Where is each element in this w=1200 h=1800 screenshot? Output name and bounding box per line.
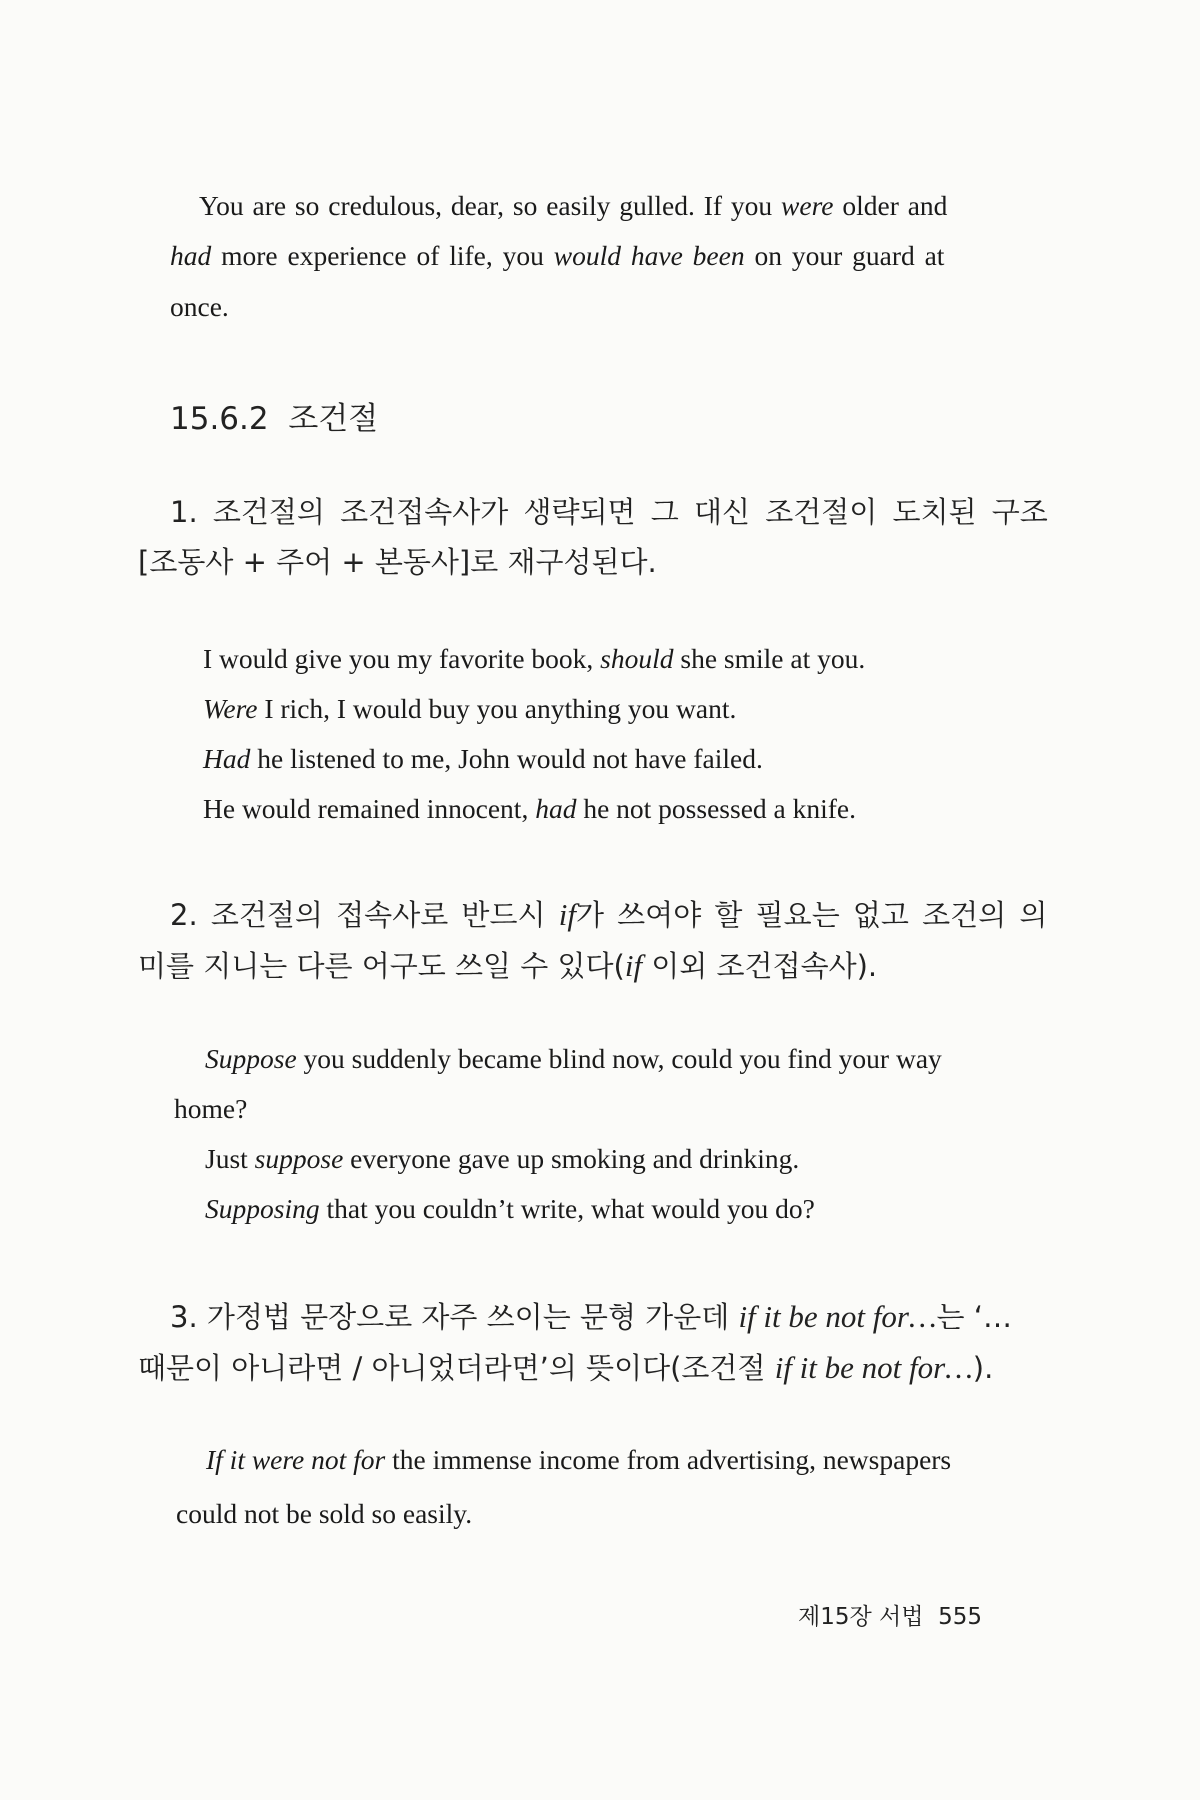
- rule1-example-2: Were I rich, I would buy you anything you want.: [203, 693, 737, 724]
- rule1-line-1: 1. 조건절의 조건접속사가 생략되면 그 대신 조건절이 도치된 구조: [170, 495, 1048, 529]
- rule3-line-1: 3. 가정법 문장으로 자주 쓰이는 문형 가운데 if it be not for…는 ‘…: [170, 1299, 1012, 1334]
- rule3-example-1-cont: could not be sold so easily.: [176, 1498, 473, 1529]
- rule2-line-2: 미를 지니는 다른 어구도 쓰일 수 있다(if 이외 조건접속사).: [138, 948, 878, 983]
- rule1-example-3: Had he listened to me, John would not have failed.: [203, 743, 763, 774]
- chapter-label: 제15장 서법: [798, 1604, 924, 1630]
- page-footer: [798, 1598, 982, 1631]
- section-number: 15.6.2: [170, 401, 269, 437]
- rule2-example-1-cont: home?: [174, 1093, 248, 1124]
- rule1-example-4: He would remained innocent, had he not possessed a knife.: [203, 793, 856, 824]
- page-number: 555: [938, 1604, 982, 1630]
- section-heading: [170, 393, 378, 438]
- rule2-example-2: Just suppose everyone gave up smoking and drinking.: [205, 1143, 800, 1174]
- rule2-line-1: 2. 조건절의 접속사로 반드시 if가 쓰여야 할 필요는 없고 조건의 의: [170, 897, 1048, 932]
- intro-line-2: had more experience of life, you would have been on your guard at: [170, 240, 945, 271]
- intro-line-1: You are so credulous, dear, so easily gulled. If you were older and: [199, 190, 948, 221]
- intro-line-3: once.: [170, 291, 229, 322]
- rule3-example-1: If it were not for the immense income from advertising, newspapers: [206, 1444, 952, 1475]
- rule3-line-2: 때문이 아니라면 / 아니었더라면’의 뜻이다(조건절 if it be not for…).: [138, 1350, 994, 1385]
- section-title: 조건절: [288, 401, 379, 437]
- rule2-example-3: Supposing that you couldn’t write, what would you do?: [205, 1193, 815, 1224]
- rule1-example-1: I would give you my favorite book, should she smile at you.: [203, 643, 866, 674]
- rule1-line-2: [조동사 + 주어 + 본동사]로 재구성된다.: [138, 545, 657, 579]
- rule2-example-1: Suppose you suddenly became blind now, could you find your way: [205, 1043, 942, 1074]
